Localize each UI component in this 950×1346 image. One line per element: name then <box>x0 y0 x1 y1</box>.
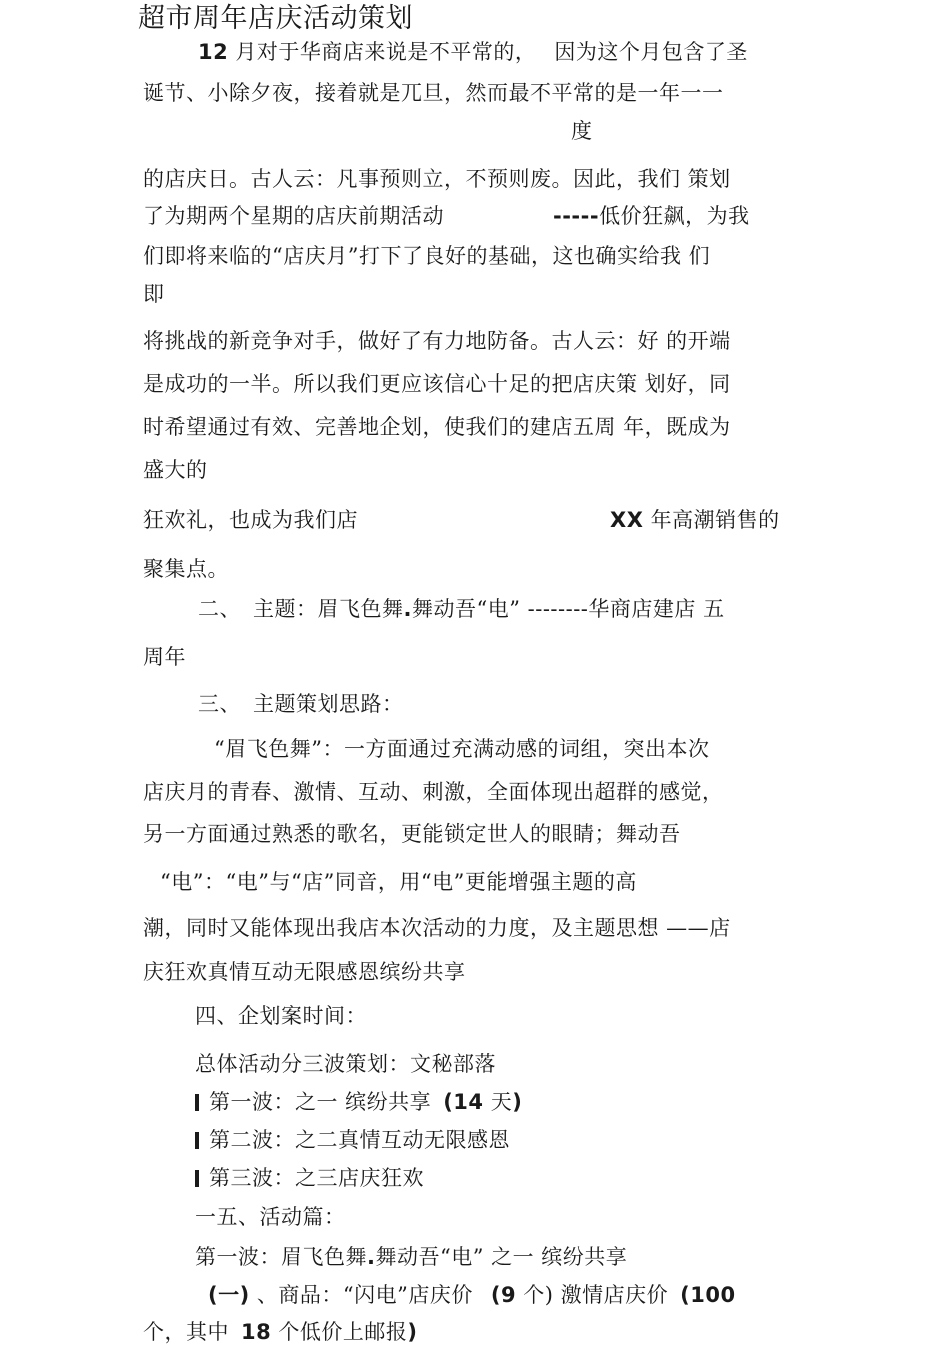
intro-line-5 <box>143 202 444 230</box>
item-1-line <box>208 1281 736 1309</box>
wave-2-item <box>195 1126 510 1154</box>
intro-text: 年高潮销售的 <box>643 508 780 532</box>
item-text: 激情店庆价 <box>553 1283 669 1307</box>
wave-text: 第三波：之三店庆狂欢 <box>209 1166 424 1190</box>
item-2-line <box>143 1318 418 1346</box>
section-3-para-2: 店庆月的青春、激情、互动、刺激，全面体现出超群的感觉， <box>143 780 724 804</box>
wave-text: 第二波：之二真情互动无限感恩 <box>209 1128 510 1152</box>
section-3-para-1: “眉飞色舞”：一方面通过充满动感的词组，突出本次 <box>214 737 710 761</box>
intro-line-9: 是成功的一半。所以我们更应该信心十足的把店庆策 划好，同 <box>143 372 731 396</box>
month-number: 12 <box>198 40 229 64</box>
wave-3-item <box>195 1164 424 1192</box>
document-title: 超市周年店庆活动策划 <box>138 3 413 34</box>
intro-line-5-right <box>553 202 750 230</box>
section-3-para-6: 庆狂欢真情互动无限感恩缤纷共享 <box>143 960 466 984</box>
section-2-line-2: 周年 <box>143 645 186 669</box>
section-3-heading <box>198 690 404 718</box>
intro-line-13: 聚集点。 <box>143 557 229 581</box>
year-placeholder: XX <box>610 508 644 532</box>
bullet-icon <box>195 1132 199 1149</box>
section-3-para-3: 另一方面通过熟悉的歌名，更能锁定世人的眼睛；舞动吾 <box>143 822 681 846</box>
section-3-para-5: 潮，同时又能体现出我店本次活动的力度，及主题思想 ——店 <box>143 916 731 940</box>
item-number: (一) <box>208 1283 250 1307</box>
section-4-heading: 四、企划案时间： <box>195 1004 367 1028</box>
item-text: 个) <box>516 1283 554 1307</box>
intro-line-6: 们即将来临的“店庆月”打下了良好的基础，这也确实给我 们 <box>143 244 711 268</box>
item-count: (100 <box>680 1283 736 1307</box>
wave-days: (14 <box>443 1090 484 1114</box>
section-3-para-4: “电”：“电”与“店”同音，用“电”更能增强主题的高 <box>160 870 637 894</box>
section-number: 三、 <box>198 692 241 716</box>
item-text: 、商品：“闪电”店庆价 <box>249 1283 473 1307</box>
intro-line-12-right <box>610 506 780 534</box>
section-number: 二、 <box>198 597 241 621</box>
wave-title-text: 舞动吾“电” 之一 缤纷共享 <box>375 1245 628 1269</box>
wave-text: 天 <box>483 1090 513 1114</box>
intro-line-4: 的店庆日。古人云：凡事预则立，不预则废。因此，我们 策划 <box>143 167 731 191</box>
intro-line-7: 即 <box>143 282 165 306</box>
wave-1-item <box>195 1088 522 1116</box>
intro-text: 月对于华商店来说是不平常的， <box>228 40 537 64</box>
section-text: 主题：眉飞色舞 <box>253 597 404 621</box>
item-count: 18 <box>241 1320 272 1344</box>
section-4-overview: 总体活动分三波策划：文秘部落 <box>195 1052 496 1076</box>
wave-1-title <box>195 1243 627 1271</box>
intro-text: 了为期两个星期的店庆前期活动 <box>143 204 444 228</box>
item-text: 个低价上邮报 <box>271 1320 408 1344</box>
wave-text: 第一波：之一 缤纷共享 <box>209 1090 432 1114</box>
section-text: 舞动吾“电” --------华商店建店 五 <box>411 597 725 621</box>
item-text: ) <box>407 1320 418 1344</box>
intro-line-1 <box>198 38 748 66</box>
section-5-heading: 一五、活动篇： <box>195 1205 346 1229</box>
intro-line-2: 诞节、小除夕夜，接着就是兀旦，然而最不平常的是一年一一 <box>143 81 724 105</box>
wave-title-text: 第一波：眉飞色舞 <box>195 1245 367 1269</box>
bullet-icon <box>195 1094 199 1111</box>
intro-line-12: 狂欢礼，也成为我们店 <box>143 508 358 532</box>
wave-text: ) <box>512 1090 523 1114</box>
intro-text: 因为这个月包含了圣 <box>554 40 748 64</box>
dot-separator: . <box>367 1245 376 1269</box>
intro-line-11: 盛大的 <box>143 458 208 482</box>
intro-line-3: 度 <box>571 119 593 143</box>
section-heading: 主题策划思路： <box>253 692 404 716</box>
intro-line-10: 时希望通过有效、完善地企划，使我们的建店五周 年，既成为 <box>143 415 731 439</box>
dash-separator: ----- <box>553 204 600 228</box>
bullet-icon <box>195 1170 199 1187</box>
item-count: (9 <box>490 1283 517 1307</box>
intro-text: 低价狂飙，为我 <box>599 204 750 228</box>
dot-separator: . <box>403 597 412 621</box>
item-text: 个，其中 <box>143 1320 229 1344</box>
intro-line-8: 将挑战的新竞争对手，做好了有力地防备。古人云：好 的开端 <box>143 329 731 353</box>
section-2-line-1 <box>198 595 725 623</box>
